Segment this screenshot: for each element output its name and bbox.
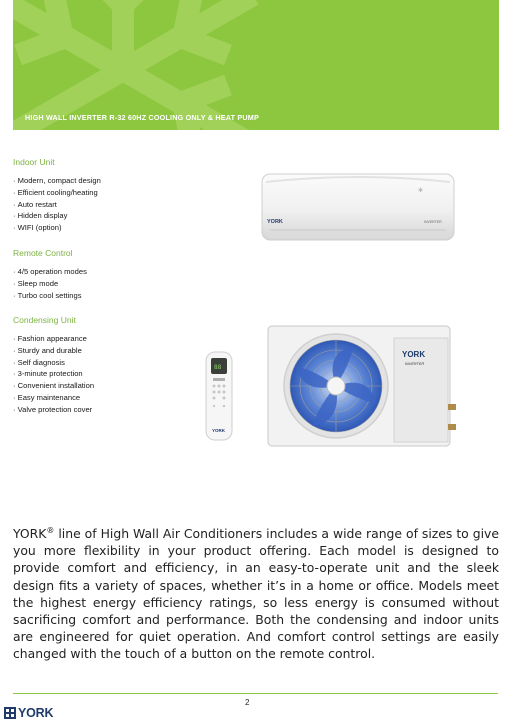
remote-control-image: [203, 350, 235, 447]
remote-control-title: Remote Control: [13, 248, 73, 258]
indoor-inverter-badge: INVERTER: [424, 220, 442, 224]
banner-title: HIGH WALL INVERTER R-32 60HZ COOLING ONLY & HEAT PUMP: [25, 113, 259, 122]
list-item: · Valve protection cover: [13, 404, 94, 416]
list-item: · Fashion appearance: [13, 333, 94, 345]
svg-text:✱: ✱: [418, 187, 424, 194]
svg-text:88: 88: [214, 364, 222, 371]
registered-mark: ®: [46, 525, 55, 535]
indoor-brand-label: YORK: [267, 219, 283, 225]
indoor-features-list: [13, 175, 101, 234]
list-item: · Turbo cool settings: [13, 290, 87, 302]
indoor-unit-title: Indoor Unit: [13, 157, 55, 167]
brand-name: YORK: [13, 526, 47, 541]
list-item: · Auto restart: [13, 199, 101, 211]
header-banner: [13, 0, 499, 130]
snowflake-icon: [13, 0, 303, 130]
list-item: · WIFI (option): [13, 222, 101, 234]
indoor-unit-image: [258, 170, 458, 253]
list-item: · Convenient installation: [13, 380, 94, 392]
logo-text: YORK: [18, 706, 54, 720]
list-item: · Hidden display: [13, 210, 101, 222]
list-item: · Sleep mode: [13, 278, 87, 290]
remote-features-list: [13, 266, 87, 301]
list-item: · 4/5 operation modes: [13, 266, 87, 278]
remote-brand-label: YORK: [212, 428, 226, 433]
list-item: · Self diagnosis: [13, 357, 94, 369]
description-text: line of High Wall Air Conditioners includes a wide range of sizes to give you more flexibility in your product offering. Each model is designed to provide comfort and efficiency, in an easy-to-operate unit and the sleek design fits a variety of spaces, whether it’s in a home or office. Models meet the highest energy efficiency ratings, so less energy is consumed without sacrificing comfort and performance. Both the condensing and indoor units are engineered for quiet operation. And comfort control settings are easily changed with the touch of a button on the remote control.: [13, 526, 499, 662]
list-item: · Efficient cooling/heating: [13, 187, 101, 199]
condensing-unit-image: [264, 322, 464, 457]
list-item: · 3-minute protection: [13, 368, 94, 380]
outdoor-brand-label: YORK: [402, 350, 426, 359]
condensing-features-list: [13, 333, 94, 416]
list-item: · Sturdy and durable: [13, 345, 94, 357]
outdoor-inverter-badge: INVERTER: [405, 362, 425, 366]
york-logo-icon: [4, 707, 16, 719]
list-item: · Modern, compact design: [13, 175, 101, 187]
footer-divider: [13, 693, 498, 694]
page-number: 2: [245, 698, 250, 707]
condensing-unit-title: Condensing Unit: [13, 315, 76, 325]
york-logo: [4, 705, 53, 721]
list-item: · Easy maintenance: [13, 392, 94, 404]
description-paragraph: [13, 525, 499, 663]
